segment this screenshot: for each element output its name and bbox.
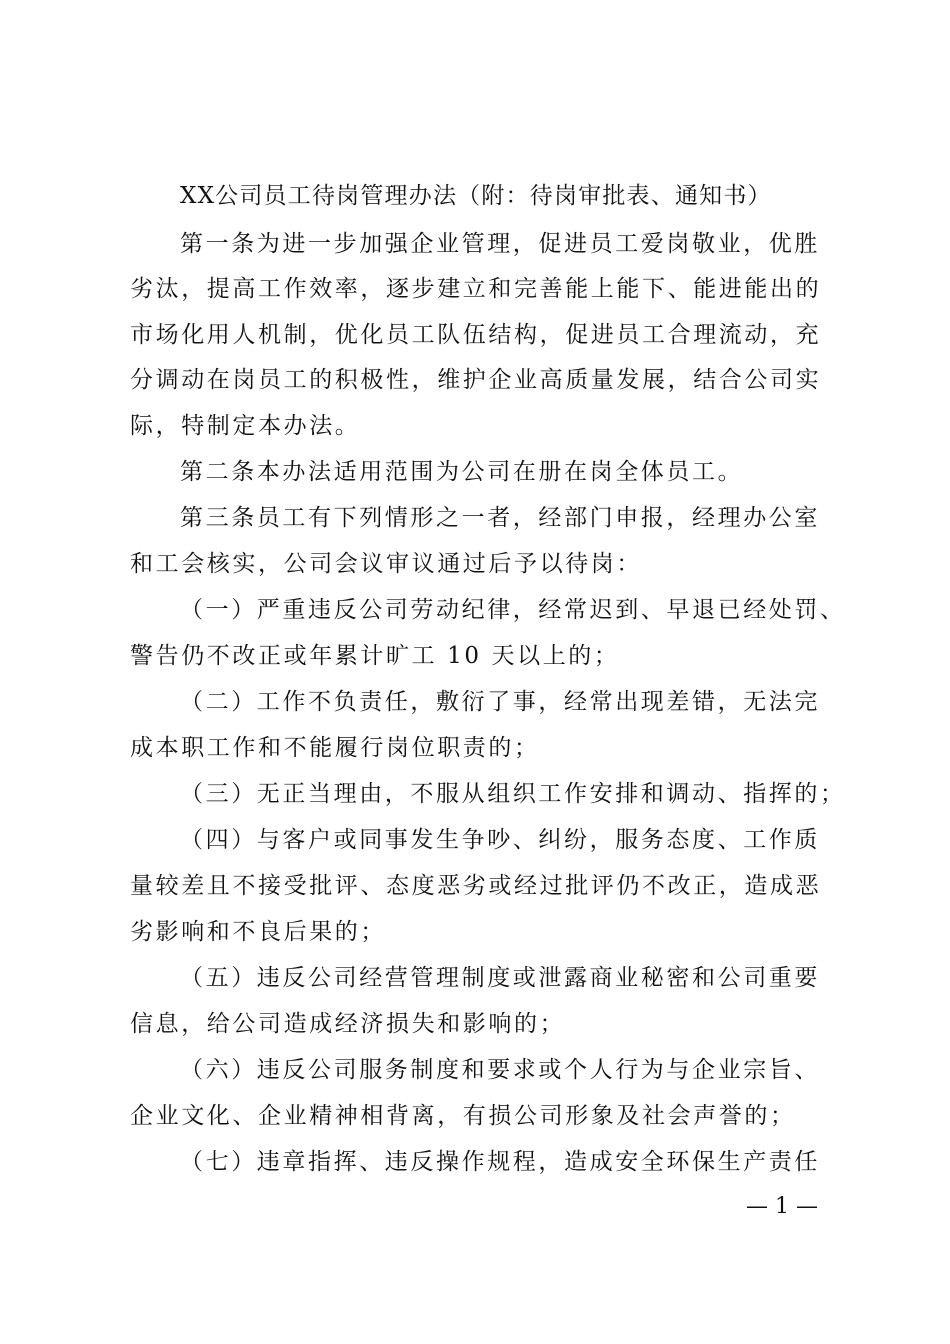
paragraph-line: 第二条本办法适用范围为公司在册在岗全体员工。 — [180, 459, 744, 485]
paragraph-line: 企业文化、企业精神相背离，有损公司形象及社会声誉的； — [130, 1103, 796, 1129]
paragraph-line: 信息，给公司造成经济损失和影响的； — [130, 1011, 566, 1037]
paragraph-line: 成本职工作和不能履行岗位职责的； — [130, 735, 540, 761]
paragraph-line: 第一条为进一步加强企业管理，促进员工爱岗敬业，优胜 — [180, 231, 820, 257]
paragraph-line: 劣影响和不良后果的； — [130, 919, 386, 945]
paragraph-line: 量较差且不接受批评、态度恶劣或经过批评仍不改正，造成恶 — [130, 873, 822, 899]
paragraph-line: 第三条员工有下列情形之一者，经部门申报，经理办公室 — [180, 505, 820, 531]
paragraph-line: （三）无正当理由，不服从组织工作安排和调动、指挥的； — [180, 781, 846, 807]
paragraph-line: 警告仍不改正或年累计旷工 10 天以上的； — [130, 643, 620, 669]
paragraph-line: （二）工作不负责任，敷衍了事，经常出现差错，无法完 — [180, 689, 820, 715]
paragraph-line: （一）严重违反公司劳动纪律，经常迟到、早退已经处罚、 — [180, 597, 846, 623]
paragraph-line: （五）违反公司经营管理制度或泄露商业秘密和公司重要 — [180, 965, 820, 991]
paragraph-line: 际，特制定本办法。 — [130, 413, 361, 439]
page-number: — 1 — — [746, 1194, 818, 1219]
paragraph-line: 劣汰，提高工作效率，逐步建立和完善能上能下、能进能出的 — [130, 276, 822, 302]
paragraph-line: （四）与客户或同事发生争吵、纠纷，服务态度、工作质 — [180, 827, 820, 853]
paragraph-line: 分调动在岗员工的积极性，维护企业高质量发展，结合公司实 — [130, 367, 822, 393]
paragraph-line: 市场化用人机制，优化员工队伍结构，促进员工合理流动，充 — [130, 322, 822, 348]
paragraph-line: （六）违反公司服务制度和要求或个人行为与企业宗旨、 — [180, 1057, 820, 1083]
paragraph-line: 和工会核实，公司会议审议通过后予以待岗： — [130, 551, 642, 577]
document-title: XX公司员工待岗管理办法（附：待岗审批表、通知书） — [180, 183, 772, 209]
paragraph-line: （七）违章指挥、违反操作规程，造成安全环保生产责任 — [180, 1149, 820, 1175]
